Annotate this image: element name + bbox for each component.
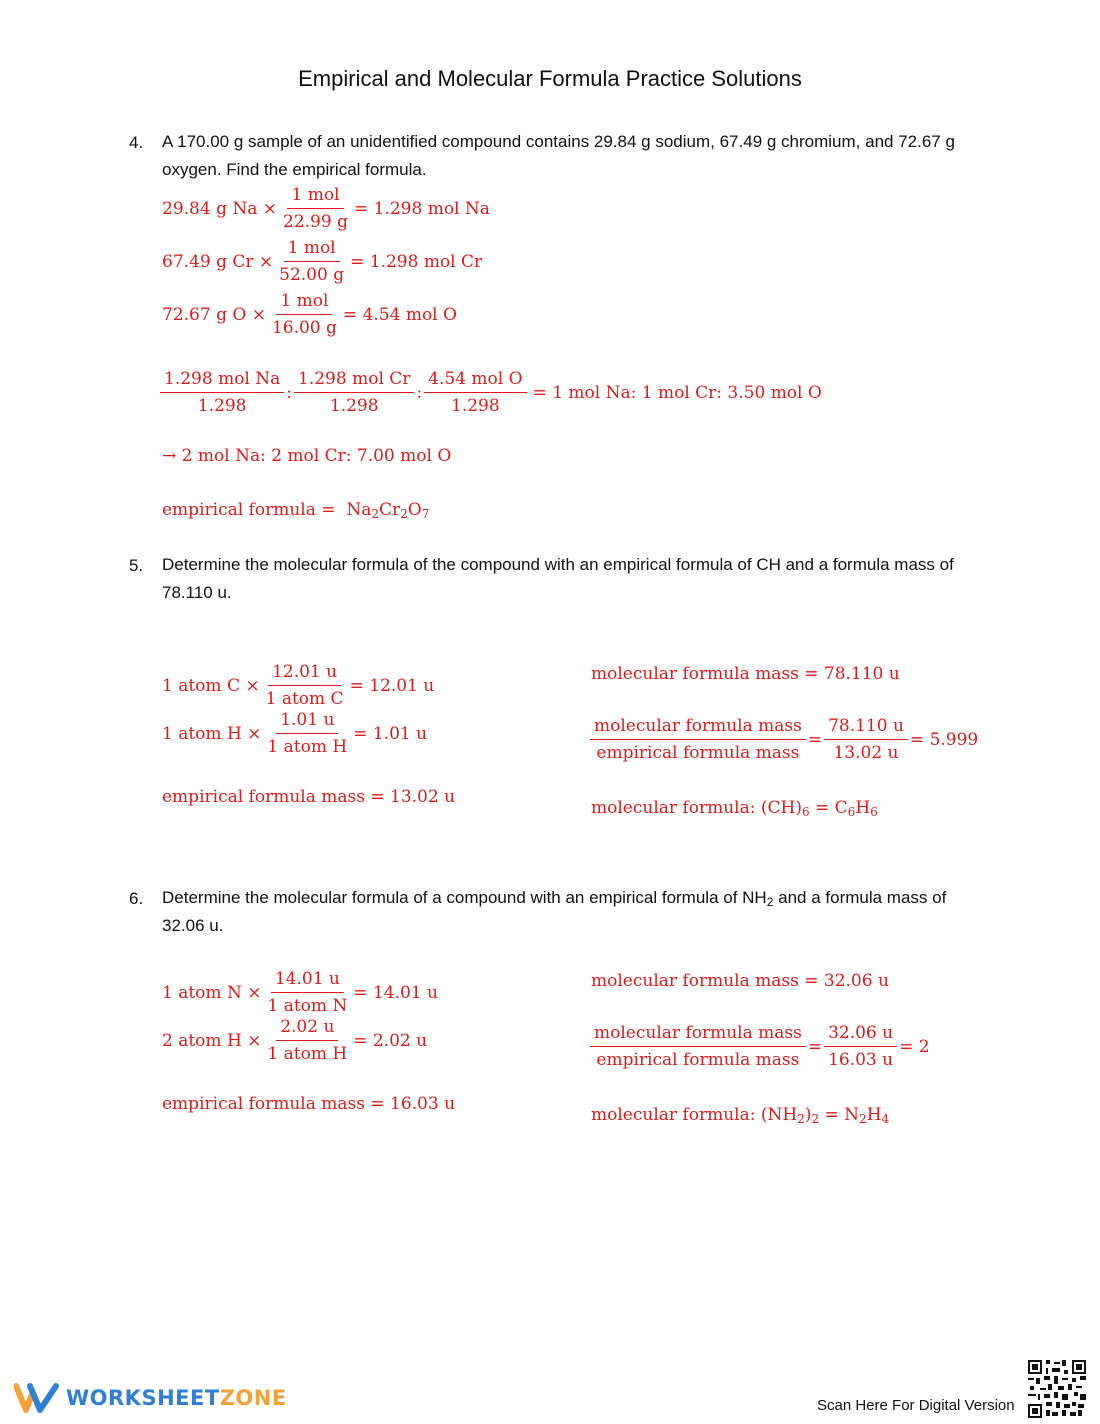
q6-mass-ratio: $\frac{\text{molecular formula mass}}{\text{empirical formula mass}}$ = $\frac{32.06 u}{16.03 u}$ = 2 [588,1022,930,1071]
q6-mass-n: 1 atom N × $\frac{14.01 u}{\text{1 atom N}}$ = 14.01 u [162,969,438,1016]
fraction: $\frac{12.01 u}{\text{1 atom C}}$ [265,662,344,709]
q4-moles-cr: 67.49 g Cr × $\frac{\text{1 mol}}{52.00 g}$ = 1.298 mol Cr [162,238,483,285]
question-6-number: 6. [129,889,144,908]
q5-empirical-mass: empirical formula mass = 13.02 u [162,787,456,807]
fraction: $\frac{2.02 u}{\text{1 atom H}}$ [267,1017,348,1064]
q4-whole-number-ratio: → 2 mol Na: 2 mol Cr: 7.00 mol O [162,446,452,466]
q5-mass-ratio: $\frac{\text{molecular formula mass}}{\text{empirical formula mass}}$ = $\frac{78.110 u}{13.02 u}$ = 5.999 [588,715,978,764]
q6-mass-h: 2 atom H × $\frac{2.02 u}{\text{1 atom H}}$ = 2.02 u [162,1017,428,1064]
fraction: $\frac{\text{1 mol}}{16.00 g}$ [271,291,337,338]
question-5-number: 5. [129,556,144,575]
fraction: $\frac{\text{1 mol}}{52.00 g}$ [279,238,345,285]
fraction: $\frac{32.06 u}{16.03 u}$ [824,1022,897,1071]
q4-mole-ratio: $\frac{\text{1.298 mol Na}}{1.298}$ : $\frac{\text{1.298 mol Cr}}{1.298}$ : $\frac{\text{4.54 mol O}}{1.298}$ = 1 mol Na: 1 mol Cr: 3.50 mol O [158,368,822,417]
worksheetzone-logo[interactable] [14,1382,287,1414]
logo-text: WORKSHEETZONE [66,1386,287,1410]
w-logo-icon [14,1382,60,1414]
question-6-text: Determine the molecular formula of a compound with an empirical formula of $NH_2$ and a formula mass of 32.06 u. [162,888,947,935]
scan-text: Scan Here For Digital Version [817,1397,1015,1414]
question-4-number: 4. [129,133,144,152]
page-title: Empirical and Molecular Formula Practice Solutions [298,66,802,91]
q5-molecular-formula: molecular formula: $(CH)_6 = C_6H_6$ [591,798,878,819]
q5-molecular-mass: molecular formula mass = 78.110 u [591,664,900,684]
question-5-text: Determine the molecular formula of the compound with an empirical formula of CH and a formula mass of 78.110 u. [162,555,954,602]
q4-empirical-formula: empirical formula = $Na_2Cr_2O_7$ [162,500,430,521]
fraction: $\frac{\text{1.298 mol Na}}{1.298}$ [160,368,284,417]
fraction: $\frac{14.01 u}{\text{1 atom N}}$ [267,969,348,1016]
q6-empirical-mass: empirical formula mass = 16.03 u [162,1094,456,1114]
q6-molecular-mass: molecular formula mass = 32.06 u [591,971,889,991]
qr-code-icon[interactable] [1028,1360,1086,1418]
q5-mass-c: 1 atom C × $\frac{12.01 u}{\text{1 atom C}}$ = 12.01 u [162,662,435,709]
question-4-text: A 170.00 g sample of an unidentified compound contains 29.84 g sodium, 67.49 g chromium, and 72.67 g oxygen. Find the empirical formula. [162,132,955,179]
fraction: $\frac{\text{1.298 mol Cr}}{1.298}$ [294,368,414,417]
q4-moles-na: 29.84 g Na × $\frac{\text{1 mol}}{22.99 g}$ = 1.298 mol Na [162,185,490,232]
fraction: $\frac{78.110 u}{13.02 u}$ [824,715,908,764]
q6-molecular-formula: molecular formula: $(NH_2)_2 = N_2H_4$ [591,1105,890,1126]
q5-mass-h: 1 atom H × $\frac{1.01 u}{\text{1 atom H}}$ = 1.01 u [162,710,428,757]
q4-moles-o: 72.67 g O × $\frac{\text{1 mol}}{16.00 g}$ = 4.54 mol O [162,291,457,338]
fraction: $\frac{\text{4.54 mol O}}{1.298}$ [424,368,526,417]
fraction: $\frac{\text{molecular formula mass}}{\text{empirical formula mass}}$ [590,715,806,764]
fraction: $\frac{\text{molecular formula mass}}{\text{empirical formula mass}}$ [590,1022,806,1071]
fraction: $\frac{\text{1 mol}}{22.99 g}$ [283,185,348,232]
fraction: $\frac{1.01 u}{\text{1 atom H}}$ [267,710,348,757]
